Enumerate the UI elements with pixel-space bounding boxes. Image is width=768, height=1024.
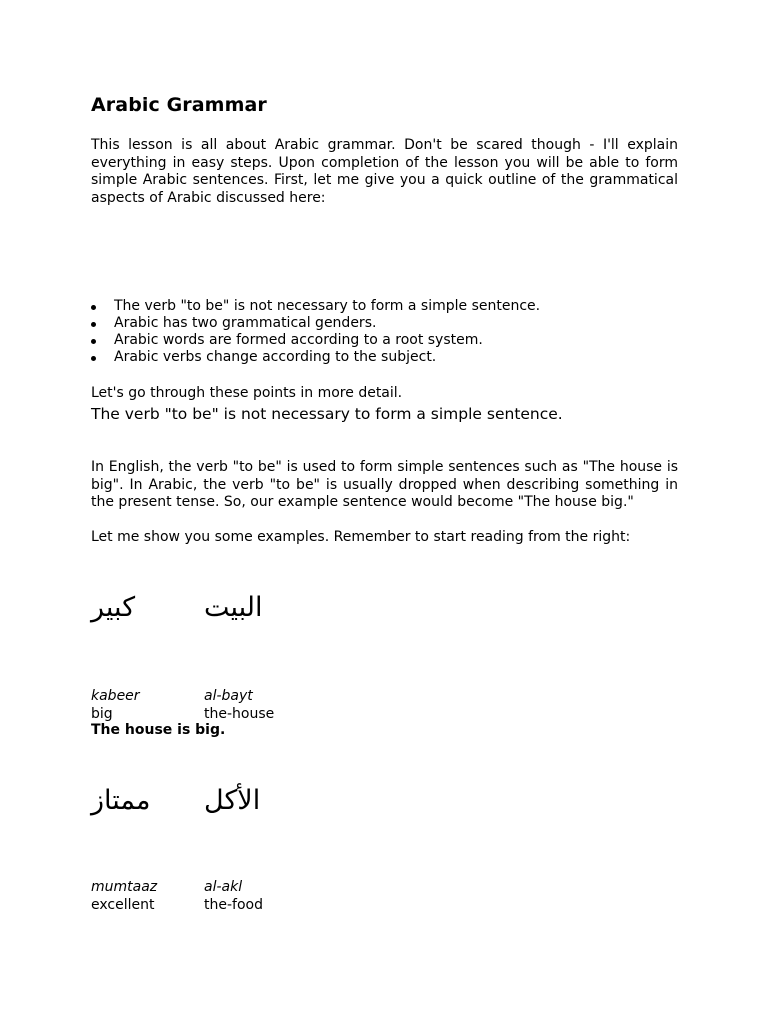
arabic-word: البيت: [204, 592, 263, 623]
arabic-word: ممتاز: [91, 785, 151, 816]
outline-list: [91, 298, 678, 366]
bullet-icon: [91, 339, 96, 344]
page-title: Arabic Grammar: [91, 94, 267, 116]
gloss: the-house: [204, 706, 275, 722]
transliteration: mumtaaz: [91, 879, 158, 895]
gloss: excellent: [91, 897, 155, 913]
examples-intro: Let me show you some examples. Remember to start reading from the right:: [91, 529, 631, 545]
transliteration: kabeer: [91, 688, 140, 704]
section-heading: The verb "to be" is not necessary to form a simple sentence.: [91, 405, 563, 423]
list-item: [91, 315, 678, 332]
transliteration: al-akl: [204, 879, 243, 895]
example-sentence: The house is big.: [91, 722, 226, 738]
bullet-icon: [91, 305, 96, 310]
list-item-text: Arabic verbs change according to the subject.: [114, 349, 437, 365]
gloss: big: [91, 706, 113, 722]
list-item-text: Arabic has two grammatical genders.: [114, 315, 377, 331]
gloss: the-food: [204, 897, 263, 913]
explanation-paragraph: In English, the verb "to be" is used to form simple sentences such as "The house is big". In Arabic, the verb "to be" is usually dropped when describing something in the present tense. So, our example sentence would become "The house big.": [91, 459, 678, 510]
list-item: [91, 332, 678, 349]
list-item-text: The verb "to be" is not necessary to form a simple sentence.: [114, 298, 541, 314]
intro-paragraph: This lesson is all about Arabic grammar. Don't be scared though - I'll explain everything in easy steps. Upon completion of the lesson you will be able to form simple Arabic sentences. First, let me give you a quick outline of the grammatical aspects of Arabic discussed here:: [91, 137, 678, 206]
arabic-word: كبير: [91, 592, 136, 623]
transliteration: al-bayt: [204, 688, 253, 704]
bullet-icon: [91, 356, 96, 361]
list-item-text: Arabic words are formed according to a root system.: [114, 332, 483, 348]
list-item: [91, 298, 678, 315]
arabic-word: الأكل: [204, 785, 261, 816]
detail-text: Let's go through these points in more detail.: [91, 385, 403, 401]
bullet-icon: [91, 322, 96, 327]
list-item: [91, 349, 678, 366]
